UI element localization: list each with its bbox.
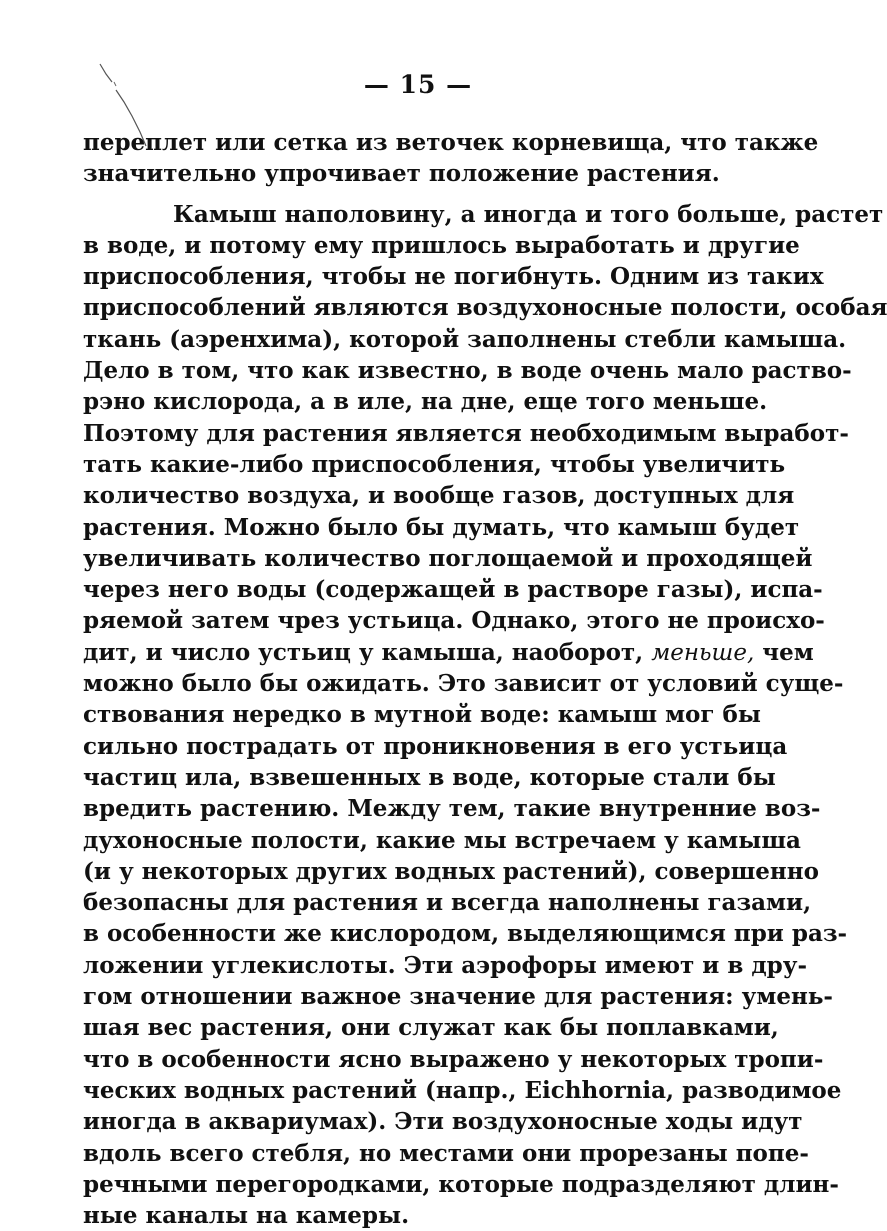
- text-line: Дело в том, что как известно, в воде очень мало раство-: [83, 357, 852, 385]
- text-line: ряемой затем чрез устьица. Однако, этого не происхо-: [83, 607, 825, 635]
- line-text-before-emphasis: дит, и число устьиц у камыша, наоборот,: [83, 638, 652, 666]
- text-line: Камыш наполовину, а иногда и того больше, растет: [173, 200, 884, 228]
- text-line: ные каналы на камеры.: [83, 1202, 410, 1230]
- text-line: ческих водных растений (напр., Eichhornia, разводимое: [83, 1076, 842, 1104]
- text-line: переплет или сетка из веточек корневища, что также: [83, 129, 819, 156]
- text-line: количество воздуха, и вообще газов, доступных для: [83, 482, 795, 510]
- text-line: приспособления, чтобы не погибнуть. Одним из таких: [83, 263, 824, 291]
- text-line: гом отношении важное значение для растения: умень-: [83, 983, 833, 1011]
- text-line: сильно пострадать от проникновения в его устьица: [83, 732, 788, 760]
- text-line: ткань (аэренхима), которой заполнены стебли камыша.: [83, 325, 847, 353]
- text-line: духоносные полости, какие мы встречаем у камыша: [83, 826, 801, 854]
- text-line: значительно упрочивает положение растения.: [83, 160, 720, 188]
- text-line: приспособлений являются воздухоносные полости, особая: [83, 294, 887, 322]
- text-line: можно было бы ожидать. Это зависит от условий суще-: [83, 670, 844, 698]
- text-line: частиц ила, взвешенных в воде, которые стали бы: [83, 763, 776, 791]
- text-line: вдоль всего стебля, но местами они прорезаны попе-: [83, 1139, 809, 1167]
- text-line: Поэтому для растения является необходимым выработ-: [83, 419, 849, 447]
- text-line: шая вес растения, они служат как бы поплавками,: [83, 1014, 779, 1042]
- text-line: в особенности же кислородом, выделяющимся при раз-: [83, 920, 848, 948]
- page-number: — 15 —: [363, 70, 473, 99]
- text-line: иногда в аквариумах). Эти воздухоносные ходы идут: [83, 1108, 803, 1136]
- text-line: ложении углекислоты. Эти аэрофоры имеют и в дру-: [83, 951, 808, 979]
- text-line: речными перегородками, которые подразделяют длин-: [83, 1170, 839, 1198]
- text-line: растения. Можно было бы думать, что камыш будет: [83, 513, 800, 541]
- paragraph-1: [83, 127, 819, 190]
- body-text: [83, 127, 887, 1231]
- text-line: что в особенности ясно выражено у некоторых тропи-: [83, 1045, 824, 1073]
- text-line: безопасны для растения и всегда наполнены газами,: [83, 889, 812, 917]
- text-line: рэно кислорода, а в иле, на дне, еще того меньше.: [83, 388, 768, 416]
- paragraph-2: [83, 199, 887, 1231]
- text-line-with-emphasis: [83, 637, 814, 668]
- text-line: увеличивать количество поглощаемой и проходящей: [83, 544, 813, 572]
- text-line: в воде, и потому ему пришлось выработать и другие: [83, 231, 800, 259]
- text-line: вредить растению. Между тем, такие внутренние воз-: [83, 795, 821, 823]
- text-line: ствования нередко в мутной воде: камыш мог бы: [83, 701, 761, 729]
- text-line: через него воды (содержащей в растворе газы), испа-: [83, 576, 823, 604]
- line-text-after-emphasis: чем: [754, 638, 814, 666]
- emphasized-word: меньше,: [651, 639, 755, 666]
- text-line: (и у некоторых других водных растений), совершенно: [83, 857, 819, 885]
- text-line: тать какие-либо приспособления, чтобы увеличить: [83, 450, 786, 478]
